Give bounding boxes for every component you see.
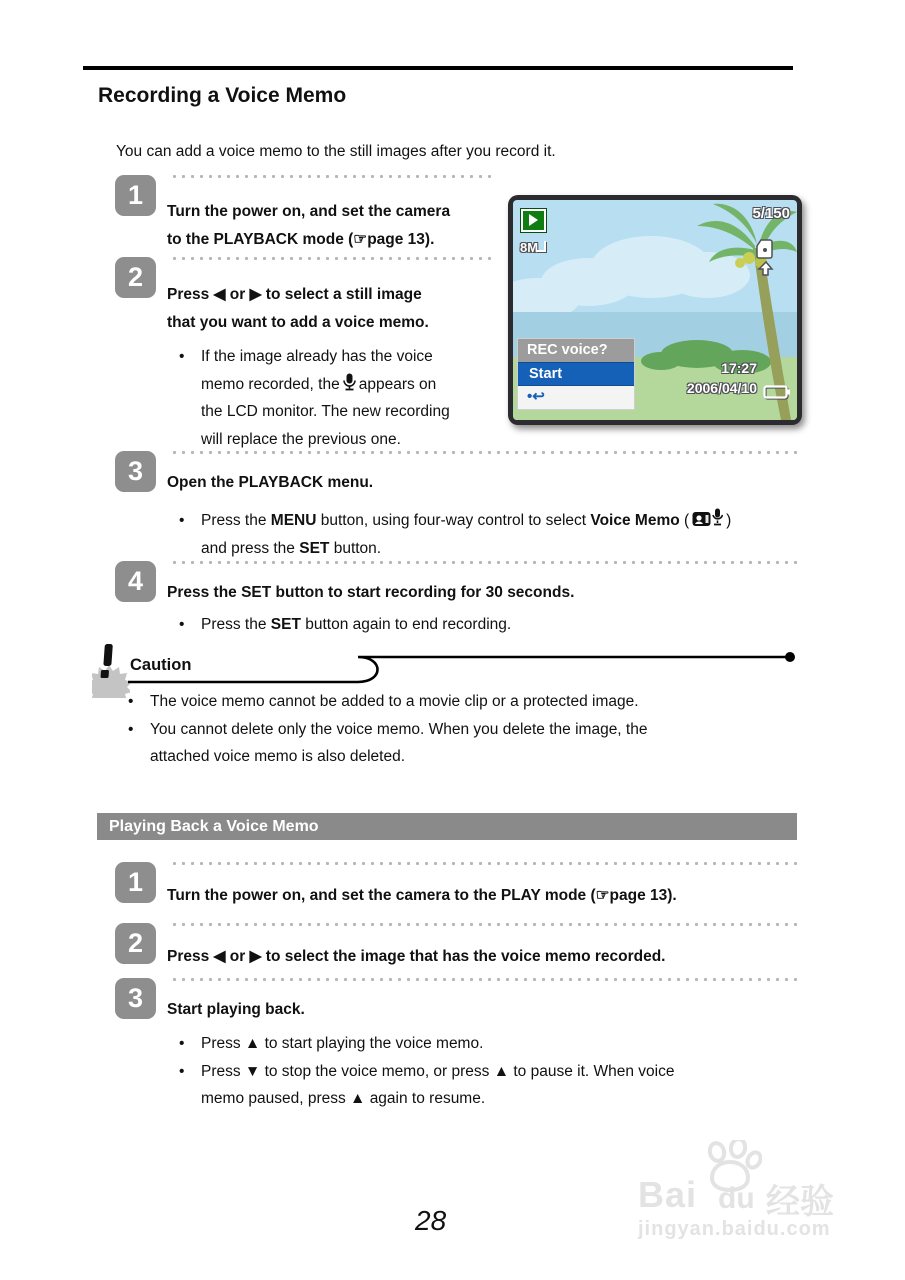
step-dotted-divider <box>170 862 797 865</box>
watermark-brand-part1: Bai <box>638 1174 698 1215</box>
step-number-badge: 1 <box>115 862 156 903</box>
caution-divider-line <box>120 650 802 690</box>
voice-memo-icon <box>692 508 723 527</box>
voice-memo-label: Voice Memo <box>590 512 680 529</box>
top-divider <box>83 66 793 70</box>
bullet-item: • Press the SET button again to end recording. <box>167 611 574 639</box>
time-label: 17:27 <box>721 360 757 376</box>
step-number-badge: 2 <box>115 923 156 964</box>
step-dotted-divider <box>170 923 797 926</box>
battery-icon <box>763 384 791 400</box>
play-step-1 <box>115 862 677 910</box>
lcd-screen <box>513 200 797 420</box>
menu-button-label: MENU <box>270 512 317 529</box>
bullet-item: • Press the MENU button, using four-way control to select Voice Memo ( ) <box>167 507 731 535</box>
step-dotted-divider <box>170 257 497 260</box>
caution-bullet: • The voice memo cannot be added to a movie clip or a protected image. <box>128 692 639 712</box>
rec-step-4 <box>115 561 574 639</box>
step-title: Press the SET button to start recording for 30 seconds. <box>167 584 575 601</box>
bullet-item: • Press ▼ to stop the voice memo, or press ▲ to pause it. When voice <box>167 1058 675 1086</box>
step-number-badge: 3 <box>115 978 156 1019</box>
section-header-playing-back: Playing Back a Voice Memo <box>97 813 797 840</box>
resolution-icon: 8M <box>520 240 546 255</box>
menu-back-row <box>518 386 634 409</box>
rec-voice-menu <box>517 338 635 410</box>
caution-label: Caution <box>130 656 192 674</box>
bullet-item-continuation: the LCD monitor. The new recording <box>201 403 450 420</box>
back-arrow-icon: •↩ <box>527 388 545 405</box>
watermark-brand-part2: du <box>718 1182 755 1215</box>
step-number-badge: 1 <box>115 175 156 216</box>
step-dotted-divider <box>170 561 797 564</box>
baidu-watermark <box>638 1142 878 1241</box>
caution-bullet: • You cannot delete only the voice memo. When you delete the image, the <box>128 720 647 740</box>
step-number-badge: 3 <box>115 451 156 492</box>
step-number-badge: 4 <box>115 561 156 602</box>
bullet-item-continuation: memo paused, press ▲ again to resume. <box>201 1090 486 1107</box>
rec-step-1 <box>115 175 450 254</box>
step-title: Open the PLAYBACK menu. <box>167 474 374 491</box>
playback-mode-icon <box>520 208 547 233</box>
bullet-item-continuation: and press the SET button. <box>201 539 382 557</box>
step-title: Press ◀ or ▶ to select the image that has the voice memo recorded. <box>167 948 666 965</box>
step-title: Start playing back. <box>167 1001 305 1018</box>
bullet-item: • If the image already has the voice <box>167 343 450 371</box>
bullet-item: • Press ▲ to start playing the voice memo. <box>167 1030 675 1058</box>
play-step-3 <box>115 978 675 1113</box>
page-title: Recording a Voice Memo <box>98 84 347 107</box>
step-title-line: to the PLAYBACK mode (☞page 13). <box>167 231 435 248</box>
microphone-icon <box>343 373 356 391</box>
sd-card-icon <box>755 238 777 278</box>
menu-title: REC voice? <box>527 342 608 358</box>
step-title: Turn the power on, and set the camera to the PLAY mode (☞page 13). <box>167 887 677 904</box>
step-title-line: Turn the power on, and set the camera <box>167 203 451 220</box>
rec-step-2 <box>115 257 450 453</box>
step-number-badge: 2 <box>115 257 156 298</box>
camera-lcd-illustration <box>508 195 802 425</box>
date-label: 2006/04/10 <box>686 380 757 396</box>
step-title-line: Press ◀ or ▶ to select a still image <box>167 286 422 303</box>
step-title-line: that you want to add a voice memo. <box>167 314 429 331</box>
intro-text: You can add a voice memo to the still images after you record it. <box>116 143 556 160</box>
bullet-item-continuation: will replace the previous one. <box>201 430 401 448</box>
menu-item-start: Start <box>518 362 634 386</box>
caution-bullet-continuation: attached voice memo is also deleted. <box>150 748 406 765</box>
play-step-2 <box>115 923 665 971</box>
step-dotted-divider <box>170 978 797 981</box>
page-number: 28 <box>415 1205 447 1236</box>
rec-step-3 <box>115 451 731 562</box>
bullet-item-continuation: memo recorded, the appears on <box>167 371 450 399</box>
step-dotted-divider <box>170 175 497 178</box>
set-button-label: SET <box>270 616 301 633</box>
set-button-label: SET <box>299 539 330 557</box>
frame-counter: 5/150 <box>752 205 790 222</box>
watermark-brand-cn: 经验 <box>766 1183 834 1221</box>
step-dotted-divider <box>170 451 797 454</box>
watermark-url: jingyan.baidu.com <box>638 1218 831 1240</box>
